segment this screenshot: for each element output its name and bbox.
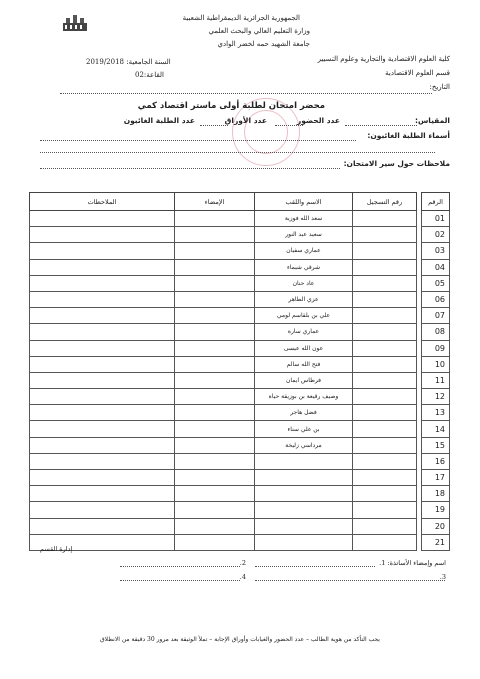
- papers-label: عدد الأوراق: [224, 116, 267, 125]
- row-student-name: [255, 470, 353, 486]
- row-notes: [30, 340, 175, 356]
- row-student-name: بن علي سناء: [255, 421, 353, 437]
- col-header-name: الاسم واللقب: [255, 193, 353, 211]
- col-header-signature: الإمضاء: [175, 193, 255, 211]
- university-line: جامعة الشهيد حمه لخضر الوادي: [217, 40, 310, 48]
- row-gap: [417, 356, 422, 372]
- row-number: 04: [422, 259, 450, 275]
- absent-count-label: عدد الطلبة الغائبون: [123, 116, 195, 125]
- row-gap: [417, 405, 422, 421]
- row-gap: [417, 453, 422, 469]
- table-row: [30, 227, 450, 243]
- date-dots: [60, 93, 432, 94]
- row-student-name: [255, 502, 353, 518]
- row-registration: [353, 356, 417, 372]
- row-notes: [30, 437, 175, 453]
- table-row: [30, 259, 450, 275]
- row-number: 06: [422, 291, 450, 307]
- row-number: 14: [422, 421, 450, 437]
- row-signature: [175, 227, 255, 243]
- row-signature: [175, 324, 255, 340]
- row-number: 17: [422, 470, 450, 486]
- row-student-name: عماري سفيان: [255, 243, 353, 259]
- row-signature: [175, 534, 255, 550]
- row-signature: [175, 389, 255, 405]
- row-notes: [30, 259, 175, 275]
- professor-3-label: 3.: [439, 573, 446, 581]
- row-number: 21: [422, 534, 450, 550]
- row-number: 15: [422, 437, 450, 453]
- row-student-name: وصيف رقيعة بن بوزيقة حياة: [255, 389, 353, 405]
- table-row: [30, 518, 450, 534]
- row-signature: [175, 259, 255, 275]
- absent-names-dots: [40, 140, 356, 141]
- professors-signature-label: اسم وإمضاء الأساتذة: 1.: [379, 559, 446, 567]
- row-signature: [175, 421, 255, 437]
- row-gap: [417, 389, 422, 405]
- row-registration: [353, 275, 417, 291]
- row-signature: [175, 340, 255, 356]
- row-gap: [417, 243, 422, 259]
- row-notes: [30, 308, 175, 324]
- row-registration: [353, 486, 417, 502]
- row-signature: [175, 453, 255, 469]
- row-number: 20: [422, 518, 450, 534]
- row-gap: [417, 259, 422, 275]
- row-gap: [417, 308, 422, 324]
- row-notes: [30, 372, 175, 388]
- row-signature: [175, 372, 255, 388]
- ministry-line: وزارة التعليم العالي والبحث العلمي: [208, 27, 310, 35]
- row-notes: [30, 227, 175, 243]
- row-signature: [175, 486, 255, 502]
- col-header-registration: رقم التسجيل: [353, 193, 417, 211]
- table-row: [30, 356, 450, 372]
- row-signature: [175, 437, 255, 453]
- university-logo-icon: [62, 14, 88, 32]
- row-registration: [353, 437, 417, 453]
- row-student-name: مرداسي زليخة: [255, 437, 353, 453]
- exam-room: القاعة:02: [135, 71, 164, 79]
- attendance-table: [29, 192, 450, 551]
- row-gap: [417, 502, 422, 518]
- subject-label: المقياس:: [414, 116, 450, 125]
- row-signature: [175, 405, 255, 421]
- report-title: محضر امتحان لطلبة أولى ماستر اقتصاد كمي: [137, 101, 325, 111]
- row-gap: [417, 421, 422, 437]
- table-row: [30, 486, 450, 502]
- row-student-name: [255, 534, 353, 550]
- row-student-name: فرطاس ايمان: [255, 372, 353, 388]
- professor-2-dots: [120, 566, 240, 567]
- row-registration: [353, 372, 417, 388]
- row-number: 19: [422, 502, 450, 518]
- footer-note: يجب التأكد من هوية الطالب – عدد الحضور والغيابات وأوراق الإجابة – تملأ الوثيقة بعد مرور 30 دقيقة من الانطلاق: [100, 636, 380, 643]
- row-notes: [30, 291, 175, 307]
- row-number: 09: [422, 340, 450, 356]
- row-number: 13: [422, 405, 450, 421]
- date-label: التاريخ:: [429, 83, 450, 91]
- professor-3-dots: [255, 580, 445, 581]
- row-gap: [417, 227, 422, 243]
- row-notes: [30, 421, 175, 437]
- republic-line: الجمهورية الجزائرية الديمقراطية الشعبية: [182, 14, 300, 22]
- row-gap: [417, 324, 422, 340]
- table-row: [30, 534, 450, 550]
- table-row: [30, 502, 450, 518]
- academic-year: السنة الجامعية: 2019/2018: [86, 58, 171, 66]
- faculty-line: كلية العلوم الاقتصادية والتجارية وعلوم التسيير: [317, 55, 450, 63]
- professor-1-dots: [255, 566, 375, 567]
- row-student-name: عماري سارة: [255, 324, 353, 340]
- table-header-row: [30, 193, 450, 211]
- table-row: [30, 211, 450, 227]
- row-number: 12: [422, 389, 450, 405]
- table-row: [30, 340, 450, 356]
- row-registration: [353, 405, 417, 421]
- row-registration: [353, 259, 417, 275]
- row-signature: [175, 243, 255, 259]
- table-row: [30, 405, 450, 421]
- row-registration: [353, 243, 417, 259]
- row-notes: [30, 243, 175, 259]
- table-row: [30, 421, 450, 437]
- row-number: 01: [422, 211, 450, 227]
- department-admin-label: إدارة القسم: [40, 545, 73, 553]
- row-student-name: سعد الله فوزية: [255, 211, 353, 227]
- row-registration: [353, 518, 417, 534]
- row-registration: [353, 421, 417, 437]
- table-row: [30, 308, 450, 324]
- row-student-name: فتح الله سالم: [255, 356, 353, 372]
- remarks-dots: [40, 168, 340, 169]
- absent-names-label: أسماء الطلبة الغائبون:: [367, 131, 450, 140]
- row-registration: [353, 227, 417, 243]
- col-header-notes: الملاحظات: [30, 193, 175, 211]
- attendance-label: عدد الحضور: [296, 116, 340, 125]
- row-gap: [417, 372, 422, 388]
- row-gap: [417, 275, 422, 291]
- row-student-name: عزي الطاهر: [255, 291, 353, 307]
- row-registration: [353, 534, 417, 550]
- row-signature: [175, 502, 255, 518]
- row-notes: [30, 275, 175, 291]
- row-signature: [175, 308, 255, 324]
- row-notes: [30, 356, 175, 372]
- row-notes: [30, 470, 175, 486]
- row-notes: [30, 405, 175, 421]
- table-row: [30, 372, 450, 388]
- row-number: 11: [422, 372, 450, 388]
- row-number: 10: [422, 356, 450, 372]
- row-registration: [353, 470, 417, 486]
- row-student-name: شرقي شيماء: [255, 259, 353, 275]
- table-row: [30, 453, 450, 469]
- row-gap: [417, 486, 422, 502]
- table-row: [30, 437, 450, 453]
- row-gap: [417, 291, 422, 307]
- row-student-name: [255, 518, 353, 534]
- attendance-dots: [275, 125, 303, 126]
- row-notes: [30, 324, 175, 340]
- table-row: [30, 243, 450, 259]
- table-row: [30, 470, 450, 486]
- professor-4-dots: [120, 580, 240, 581]
- row-registration: [353, 389, 417, 405]
- row-signature: [175, 518, 255, 534]
- row-signature: [175, 275, 255, 291]
- row-registration: [353, 453, 417, 469]
- row-number: 07: [422, 308, 450, 324]
- row-notes: [30, 486, 175, 502]
- row-registration: [353, 340, 417, 356]
- row-signature: [175, 211, 255, 227]
- subject-dots: [345, 125, 417, 126]
- row-registration: [353, 308, 417, 324]
- table-row: [30, 275, 450, 291]
- remarks-label: ملاحظات حول سير الامتحان:: [343, 159, 450, 168]
- row-student-name: [255, 486, 353, 502]
- row-number: 08: [422, 324, 450, 340]
- row-student-name: [255, 453, 353, 469]
- row-gap: [417, 470, 422, 486]
- row-number: 16: [422, 453, 450, 469]
- row-student-name: عون الله عيسى: [255, 340, 353, 356]
- row-gap: [417, 211, 422, 227]
- row-number: 02: [422, 227, 450, 243]
- row-signature: [175, 356, 255, 372]
- row-notes: [30, 502, 175, 518]
- row-number: 03: [422, 243, 450, 259]
- row-notes: [30, 389, 175, 405]
- professor-2-label: 2.: [239, 559, 246, 567]
- row-signature: [175, 470, 255, 486]
- row-gap: [417, 534, 422, 550]
- table-row: [30, 389, 450, 405]
- professor-4-label: 4.: [239, 573, 246, 581]
- papers-dots: [200, 125, 228, 126]
- row-student-name: فضل هاجر: [255, 405, 353, 421]
- absent-names-dots-2: [40, 152, 435, 153]
- row-number: 18: [422, 486, 450, 502]
- row-notes: [30, 518, 175, 534]
- row-gap: [417, 437, 422, 453]
- row-gap: [417, 340, 422, 356]
- row-notes: [30, 453, 175, 469]
- row-student-name: علي بن بلقاسم لومي: [255, 308, 353, 324]
- row-registration: [353, 502, 417, 518]
- row-number: 05: [422, 275, 450, 291]
- table-row: [30, 291, 450, 307]
- row-notes: [30, 211, 175, 227]
- row-student-name: سعيد عبد النور: [255, 227, 353, 243]
- col-header-number: الرقم: [422, 193, 450, 211]
- row-gap: [417, 518, 422, 534]
- row-student-name: عاد حنان: [255, 275, 353, 291]
- row-signature: [175, 291, 255, 307]
- row-registration: [353, 324, 417, 340]
- row-registration: [353, 291, 417, 307]
- table-row: [30, 324, 450, 340]
- row-registration: [353, 211, 417, 227]
- department-line: قسم العلوم الاقتصادية: [385, 69, 450, 77]
